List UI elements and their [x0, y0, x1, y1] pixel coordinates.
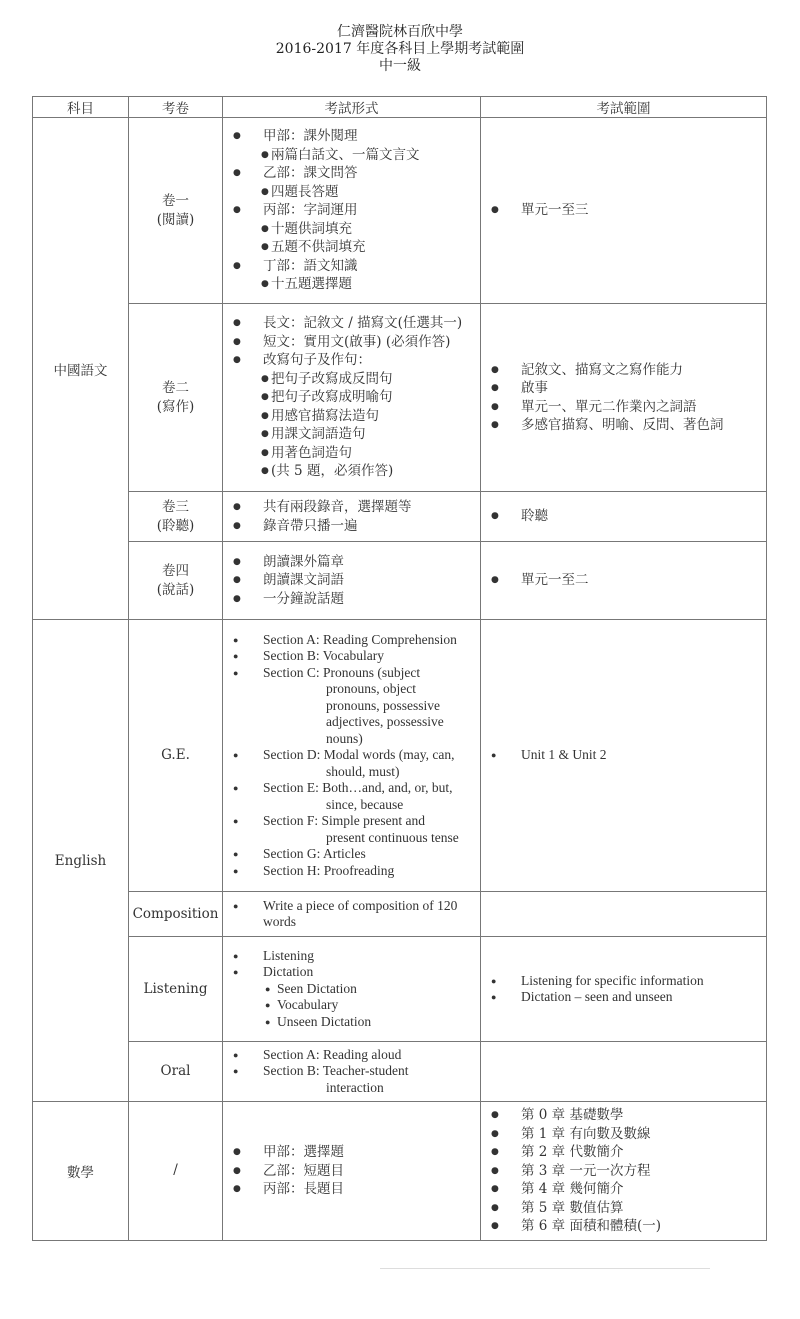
scope-item-text: 單元一至三: [521, 202, 589, 219]
scope-item-text: 第 1 章 有向數及數線: [521, 1125, 651, 1142]
format-item-continuation: interaction: [326, 1079, 384, 1095]
format-subitem: [223, 462, 480, 481]
bullet-icon: ●: [233, 783, 239, 794]
table-row: [33, 542, 767, 620]
format-subitem: [223, 407, 480, 426]
format-subitem-text: (共 5 題，必須作答): [271, 463, 394, 480]
scope-item: [481, 1180, 766, 1199]
document-title: 2016-2017 年度各科目上學期考試範圍: [275, 41, 525, 57]
format-item-text: 朗讀課文詞語: [263, 572, 344, 589]
format-item: [223, 747, 480, 764]
divider: [380, 1268, 710, 1269]
table-row: [33, 492, 767, 542]
bullet-icon: ●: [261, 373, 269, 384]
format-subitem-text: 用著色詞造句: [271, 444, 352, 461]
scope-cell: [481, 892, 767, 937]
bullet-icon: ●: [233, 502, 241, 512]
scope-item-text: 第 4 章 幾何簡介: [521, 1181, 624, 1197]
format-subitem-text: 兩篇白話文、一篇文言文: [271, 146, 420, 163]
paper-name: 卷三: [162, 498, 189, 515]
format-subitem-text: Unseen Dictation: [277, 1013, 372, 1029]
format-cell: [223, 620, 481, 892]
format-subitem: [223, 981, 480, 998]
scope-item-text: 第 6 章 面積和體積(一): [521, 1218, 661, 1234]
bullet-icon: ●: [233, 168, 241, 179]
format-item-continuation: nouns): [326, 730, 363, 746]
bullet-icon: ●: [491, 383, 499, 393]
scope-item: [481, 416, 766, 435]
paper-cell: [129, 1042, 223, 1102]
bullet-icon: ●: [233, 318, 241, 329]
paper-cell: [129, 1102, 223, 1241]
format-item: [223, 333, 480, 352]
bullet-icon: ●: [233, 651, 239, 662]
paper-cell: [129, 118, 223, 304]
scope-item-text: 第 2 章 代數簡介: [521, 1144, 624, 1160]
format-subitem: [223, 275, 480, 294]
exam-scope-table: [32, 96, 767, 1241]
bullet-icon: ●: [233, 1066, 239, 1077]
format-cell: [223, 892, 481, 937]
format-item-text: Section C: Pronouns (subject: [263, 664, 421, 680]
bullet-icon: ●: [491, 1128, 499, 1139]
format-item-text: 乙部：短題目: [263, 1162, 344, 1179]
column-header-format: 考試形式: [223, 97, 481, 118]
format-subitem-text: Seen Dictation: [277, 980, 357, 996]
format-item-text: 共有兩段錄音，選擇題等: [263, 499, 412, 515]
format-item: [223, 1162, 480, 1181]
bullet-icon: ●: [491, 975, 497, 986]
bullet-icon: ●: [261, 149, 269, 160]
format-item: [223, 780, 480, 797]
school-name: 仁濟醫院林百欣中學: [337, 24, 463, 40]
paper-name: (聆聽): [156, 517, 195, 534]
bullet-icon: ●: [491, 1147, 499, 1157]
bullet-icon: ●: [265, 983, 271, 994]
bullet-icon: ●: [261, 410, 269, 421]
bullet-icon: ●: [233, 750, 239, 761]
format-item-text: 乙部：課文問答: [263, 165, 358, 182]
format-item: [223, 314, 480, 333]
bullet-icon: ●: [491, 1184, 499, 1194]
grade-level: 中一級: [379, 58, 421, 74]
format-item-text: 一分鐘說話題: [263, 590, 344, 607]
bullet-icon: ●: [491, 1202, 499, 1213]
paper-name: G.E.: [161, 747, 190, 763]
format-item-text: Section B: Teacher-student: [263, 1063, 409, 1079]
scope-cell: [481, 1102, 767, 1241]
format-subitem: [223, 444, 480, 463]
scope-item: [481, 989, 766, 1006]
format-item-text: 丁部：語文知識: [263, 257, 358, 274]
paper-name: (說話): [156, 581, 195, 598]
format-item: [223, 201, 480, 220]
bullet-icon: ●: [233, 260, 241, 271]
format-item-text: Dictation: [263, 964, 314, 980]
format-subitem: [223, 1014, 480, 1031]
format-subitem: [223, 183, 480, 202]
scope-item-text: 多感官描寫、明喻、反問、著色詞: [521, 417, 724, 433]
bullet-icon: ●: [233, 1165, 241, 1176]
bullet-icon: ●: [233, 1147, 241, 1157]
bullet-icon: ●: [491, 1221, 499, 1231]
format-subitem: [223, 146, 480, 165]
scope-cell: [481, 937, 767, 1042]
scope-item-text: 聆聽: [521, 508, 548, 525]
format-cell: [223, 492, 481, 542]
bullet-icon: ●: [233, 520, 241, 531]
bullet-icon: ●: [233, 593, 241, 604]
table-row: [33, 1042, 767, 1102]
format-cell: [223, 1102, 481, 1241]
format-cell: [223, 542, 481, 620]
paper-name: Composition: [132, 905, 219, 922]
bullet-icon: ●: [233, 950, 239, 961]
scope-item: [481, 507, 766, 526]
format-subitem-text: 十五題選擇題: [271, 276, 352, 293]
format-item: [223, 948, 480, 965]
format-item-continuation: adjectives, possessive: [326, 714, 444, 730]
format-subitem: [223, 388, 480, 407]
document-header: [0, 24, 800, 75]
bullet-icon: ●: [233, 336, 241, 347]
format-subitem-text: 十題供詞填充: [271, 220, 352, 237]
format-subitem-text: Vocabulary: [277, 997, 339, 1013]
bullet-icon: ●: [491, 205, 499, 216]
scope-cell: [481, 1042, 767, 1102]
bullet-icon: ●: [233, 967, 239, 978]
format-item-text: Section H: Proofreading: [263, 862, 395, 878]
scope-item: [481, 1143, 766, 1162]
bullet-icon: ●: [491, 1165, 499, 1176]
bullet-icon: ●: [233, 900, 239, 911]
format-item-text: Section D: Modal words (may, can,: [263, 747, 455, 763]
format-item: [223, 648, 480, 665]
bullet-icon: ●: [265, 1000, 271, 1011]
table-row: [33, 118, 767, 304]
paper-cell: [129, 937, 223, 1042]
format-item: [223, 964, 480, 981]
scope-cell: [481, 492, 767, 542]
scope-cell: [481, 304, 767, 492]
scope-item-text: 記敘文、描寫文之寫作能力: [521, 361, 683, 378]
subject-cell: 數學: [33, 1102, 129, 1241]
scope-item: [481, 201, 766, 220]
bullet-icon: ●: [261, 242, 269, 253]
format-item-continuation: words: [263, 914, 296, 929]
bullet-icon: ●: [233, 556, 241, 567]
bullet-icon: ●: [491, 750, 497, 761]
format-item: [223, 632, 480, 649]
format-subitem-text: 用課文詞語造句: [271, 426, 366, 443]
bullet-icon: ●: [261, 429, 269, 440]
scope-cell: [481, 542, 767, 620]
format-item-text: Section B: Vocabulary: [263, 648, 384, 664]
bullet-icon: ●: [491, 420, 499, 430]
scope-item: [481, 1106, 766, 1125]
scope-item-text: 第 0 章 基礎數學: [521, 1107, 624, 1123]
bullet-icon: ●: [261, 279, 269, 290]
format-subitem: [223, 238, 480, 257]
bullet-icon: ●: [233, 205, 241, 216]
bullet-icon: ●: [261, 223, 269, 234]
scope-cell: [481, 118, 767, 304]
format-item: [223, 1143, 480, 1162]
format-item-continuation: since, because: [326, 796, 404, 812]
paper-name: Listening: [143, 980, 208, 997]
format-subitem-text: 把句子改寫成反問句: [271, 370, 393, 387]
paper-cell: [129, 620, 223, 892]
format-subitem-text: 用感官描寫法造句: [271, 407, 379, 424]
subject-cell: 中國語文: [33, 118, 129, 620]
format-item: [223, 665, 480, 682]
format-item-text: 甲部：課外閱理: [263, 128, 358, 145]
format-subitem: [223, 220, 480, 239]
format-subitem-text: 把句子改寫成明喻句: [271, 389, 393, 406]
bullet-icon: ●: [491, 401, 499, 412]
bullet-icon: ●: [233, 1184, 241, 1194]
bullet-icon: ●: [261, 447, 269, 458]
format-item-text: Section F: Simple present and: [263, 813, 425, 829]
format-item: [223, 863, 480, 880]
bullet-icon: ●: [491, 992, 497, 1002]
scope-item: [481, 1125, 766, 1144]
bullet-icon: ●: [233, 131, 241, 142]
format-item-text: 丙部：長題目: [263, 1181, 344, 1197]
format-subitem-text: 五題不供詞填充: [271, 239, 366, 256]
bullet-icon: ●: [491, 1110, 499, 1120]
bullet-icon: ●: [265, 1016, 271, 1027]
scope-item: [481, 1162, 766, 1181]
format-item: [223, 517, 480, 536]
bullet-icon: ●: [233, 849, 239, 860]
bullet-icon: ●: [491, 364, 499, 375]
scope-item-text: 啟事: [521, 380, 548, 396]
subject-cell: English: [33, 620, 129, 1102]
scope-item: [481, 379, 766, 398]
format-item-text: Section A: Reading aloud: [263, 1046, 402, 1062]
format-item: [223, 164, 480, 183]
scope-item-text: 單元一至二: [521, 572, 589, 589]
format-item: [223, 257, 480, 276]
format-item-text: Section A: Reading Comprehension: [263, 631, 457, 647]
table-row: [33, 1102, 767, 1241]
bullet-icon: ●: [261, 186, 269, 197]
paper-name: Oral: [160, 1063, 191, 1079]
bullet-icon: ●: [233, 634, 239, 645]
paper-cell: [129, 304, 223, 492]
scope-item: [481, 973, 766, 990]
scope-item: [481, 1199, 766, 1218]
table-row: [33, 892, 767, 937]
table-row: [33, 937, 767, 1042]
paper-name: /: [173, 1162, 178, 1179]
bullet-icon: ●: [491, 575, 499, 586]
format-item-text: 長文：記敘文 / 描寫文(任選其一): [263, 315, 463, 332]
table-body: [33, 118, 767, 1241]
format-item-text: 錄音帶只播一遍: [263, 517, 358, 534]
scope-item-text: 單元一、單元二作業內之詞語: [521, 398, 697, 415]
format-item: [223, 813, 480, 830]
paper-cell: [129, 892, 223, 937]
scope-item-text: Dictation – seen and unseen: [521, 989, 673, 1004]
format-item-text: Section E: Both…and, and, or, but,: [263, 780, 453, 796]
paper-name: 卷四: [162, 562, 189, 579]
scope-item-text: Unit 1 & Unit 2: [521, 747, 607, 763]
format-item-continuation: pronouns, object: [326, 681, 416, 697]
bullet-icon: ●: [233, 1049, 239, 1060]
paper-name: (閱讀): [156, 211, 195, 228]
format-item-text: Section G: Articles: [263, 846, 366, 862]
format-cell: [223, 1042, 481, 1102]
bullet-icon: ●: [233, 816, 239, 827]
format-subitem: [223, 425, 480, 444]
format-item-text: Listening: [263, 947, 314, 963]
column-header-scope: 考試範圍: [481, 97, 767, 118]
format-item: [223, 1047, 480, 1064]
paper-name: (寫作): [156, 398, 195, 415]
format-item-text: Write a piece of composition of 120: [263, 897, 458, 913]
format-item-text: 朗讀課外篇章: [263, 553, 344, 570]
format-cell: [223, 304, 481, 492]
format-item: [223, 498, 480, 517]
scope-item: [481, 1217, 766, 1236]
format-subitem: [223, 370, 480, 389]
paper-name: 卷二: [162, 379, 189, 396]
scope-item-text: Listening for specific information: [521, 972, 704, 988]
table-row: [33, 620, 767, 892]
format-item: [223, 898, 480, 915]
format-item-continuation: pronouns, possessive: [326, 697, 440, 713]
format-subitem: [223, 997, 480, 1014]
format-item: [223, 1180, 480, 1199]
column-header-paper: 考卷: [129, 97, 223, 118]
scope-item-text: 第 3 章 一元一次方程: [521, 1162, 651, 1179]
bullet-icon: ●: [233, 575, 241, 586]
bullet-icon: ●: [261, 392, 269, 403]
format-item: [223, 590, 480, 609]
scope-cell: [481, 620, 767, 892]
format-item: [223, 846, 480, 863]
format-item: [223, 571, 480, 590]
column-header-subject: 科目: [33, 97, 129, 118]
format-subitem-text: 四題長答題: [271, 183, 339, 200]
format-item-continuation: present continuous tense: [326, 829, 459, 845]
bullet-icon: ●: [233, 667, 239, 678]
format-cell: [223, 118, 481, 304]
format-item: [223, 1063, 480, 1080]
scope-item: [481, 361, 766, 380]
table-header-row: [33, 97, 767, 118]
paper-cell: [129, 492, 223, 542]
scope-item: [481, 747, 766, 764]
paper-name: 卷一: [162, 192, 189, 209]
format-cell: [223, 937, 481, 1042]
bullet-icon: ●: [233, 865, 239, 876]
bullet-icon: ●: [261, 466, 269, 477]
scope-item: [481, 571, 766, 590]
format-item-continuation: should, must): [326, 763, 400, 779]
paper-cell: [129, 542, 223, 620]
scope-item: [481, 398, 766, 417]
format-item-text: 甲部：選擇題: [263, 1144, 344, 1160]
format-item: [223, 351, 480, 370]
scope-item-text: 第 5 章 數值估算: [521, 1199, 624, 1216]
format-item-text: 短文：實用文(啟事) (必須作答): [263, 333, 451, 350]
bullet-icon: ●: [491, 511, 499, 522]
format-item: [223, 127, 480, 146]
bullet-icon: ●: [233, 355, 241, 366]
format-item-text: 丙部：字詞運用: [263, 202, 358, 219]
format-item: [223, 553, 480, 572]
table-row: [33, 304, 767, 492]
format-item-text: 改寫句子及作句：: [263, 352, 371, 369]
